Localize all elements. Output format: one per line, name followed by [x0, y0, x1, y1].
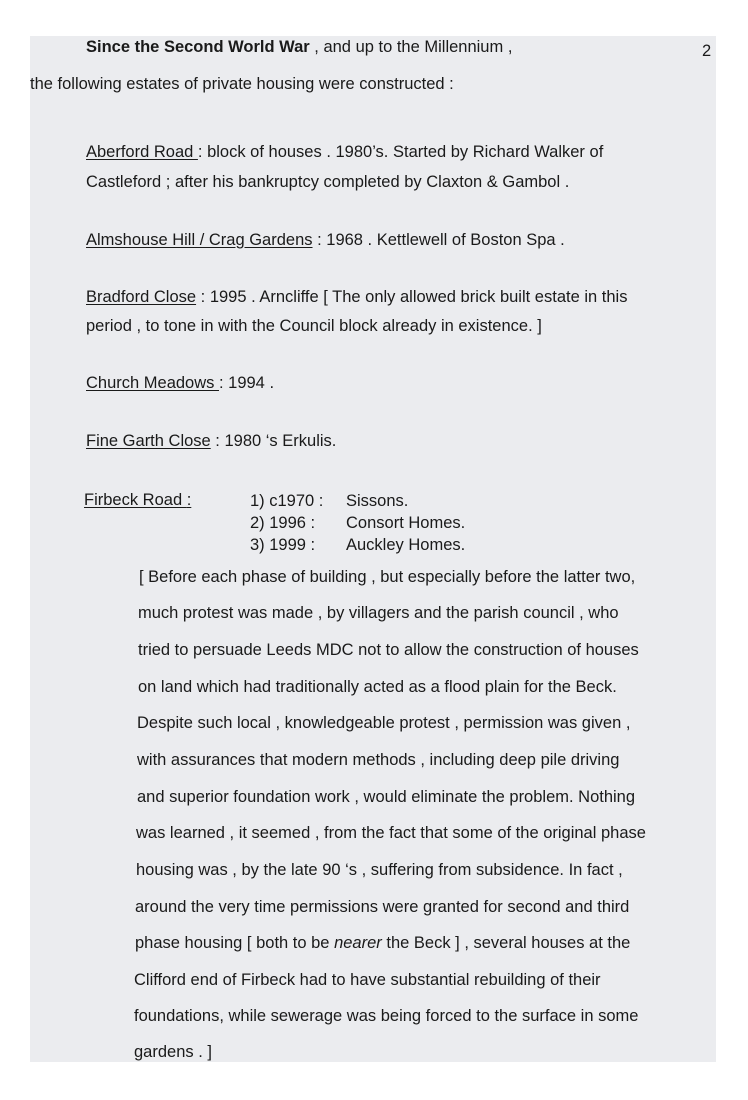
phase-builder: Sissons.: [346, 492, 409, 510]
estate-church: [86, 373, 274, 393]
phase-builder: Auckley Homes.: [346, 536, 466, 554]
note-line: gardens . ]: [134, 1043, 212, 1061]
note-line: tried to persuade Leeds MDC not to allow the construction of houses: [138, 641, 639, 659]
emphasis: nearer: [334, 934, 382, 952]
note-line: Clifford end of Firbeck had to have substantial rebuilding of their: [134, 971, 601, 989]
estate-desc: : 1994 .: [218, 374, 275, 392]
estate-bradford-line2: period , to tone in with the Council block already in existence. ]: [86, 317, 542, 335]
estate-desc: : 1995 . Arncliffe [ The only allowed brick built estate in this: [196, 288, 628, 306]
estate-name: Almshouse Hill / Crag Gardens: [86, 231, 313, 249]
intro-bold: Since the Second World War: [86, 38, 310, 56]
note-line: [ Before each phase of building , but especially before the latter two,: [139, 568, 636, 586]
estate-desc: : 1968 . Kettlewell of Boston Spa .: [312, 231, 565, 249]
estate-firbeck: [84, 490, 191, 510]
note-line: phase housing [ both to be nearer the Beck ] , several houses at the: [135, 934, 631, 952]
intro-rest: , and up to the Millennium ,: [309, 38, 513, 56]
estate-aberford-line2: Castleford ; after his bankruptcy completed by Claxton & Gambol .: [86, 173, 570, 191]
note-line: with assurances that modern methods , including deep pile driving: [137, 751, 620, 769]
note-line: and superior foundation work , would eliminate the problem. Nothing: [137, 788, 636, 806]
phase-number: 2) 1996 :: [250, 514, 316, 532]
intro-line-2: the following estates of private housing were constructed :: [30, 75, 454, 93]
note-line: housing was , by the late 90 ‘s , suffering from subsidence. In fact ,: [136, 861, 623, 879]
intro-line-1: [86, 37, 512, 57]
phase-number: 1) c1970 :: [250, 492, 324, 510]
note-line: was learned , it seemed , from the fact that some of the original phase: [136, 824, 646, 842]
estate-name: Fine Garth Close: [86, 432, 211, 450]
estate-name: Firbeck Road :: [84, 491, 192, 509]
estate-desc: : block of houses . 1980’s. Started by Richard Walker of: [197, 143, 604, 161]
estate-aberford: [86, 142, 603, 162]
estate-bradford: [86, 287, 627, 307]
phase-builder: Consort Homes.: [346, 514, 466, 532]
note-line: around the very time permissions were granted for second and third: [135, 898, 630, 916]
note-line: on land which had traditionally acted as a flood plain for the Beck.: [138, 678, 617, 696]
note-line: foundations, while sewerage was being forced to the surface in some: [134, 1007, 639, 1025]
estate-finegarth: [86, 431, 336, 451]
page-number: 2: [702, 42, 712, 60]
note-line: Despite such local , knowledgeable protest , permission was given ,: [137, 714, 631, 732]
estate-desc: : 1980 ‘s Erkulis.: [210, 432, 337, 450]
phase-number: 3) 1999 :: [250, 536, 316, 554]
estate-name: Bradford Close: [86, 288, 197, 306]
estate-name: Church Meadows: [86, 374, 219, 392]
note-line: much protest was made , by villagers and the parish council , who: [138, 604, 619, 622]
estate-almshouse: [86, 230, 565, 250]
estate-name: Aberford Road: [86, 143, 198, 161]
